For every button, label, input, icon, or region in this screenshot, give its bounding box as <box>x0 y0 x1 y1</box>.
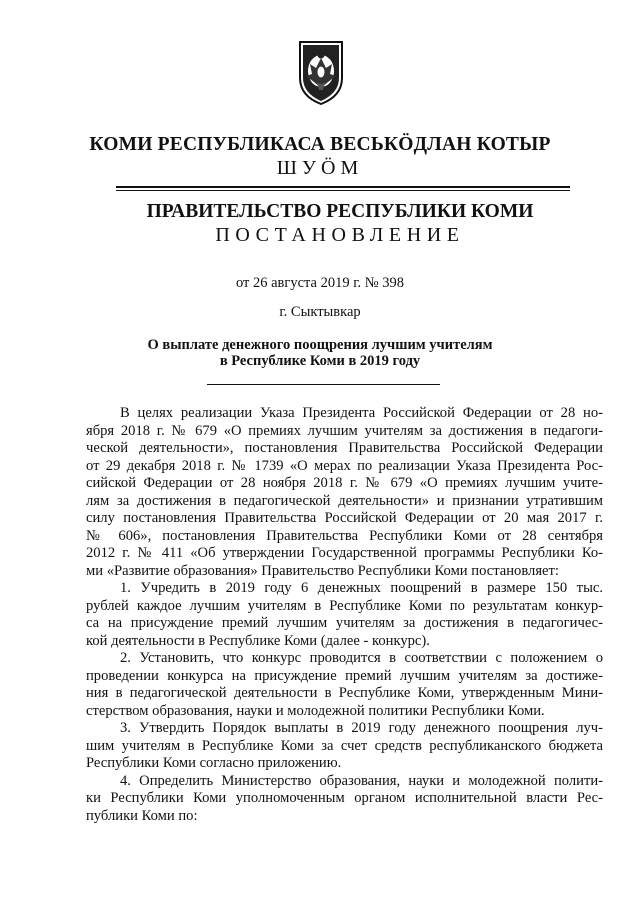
document-title <box>0 337 640 369</box>
body-line: шим учителям в Республике Коми за счет средств республиканского бюджета <box>86 737 603 754</box>
body-line: ки Республики Коми уполномоченным органом исполнительной власти Рес- <box>86 790 603 806</box>
body-line: проведении конкурса на присуждение премий лучшим учителям за достиже- <box>86 667 603 684</box>
coat-of-arms-icon <box>296 38 346 106</box>
body-line: стерством образования, науки и молодежной политики Республики Коми. <box>86 702 545 719</box>
body-line: № 606», постановления Правительства Республики Коми от 28 сентября <box>86 527 603 544</box>
title-underline <box>207 384 440 385</box>
body-line: публики Коми по: <box>86 807 198 824</box>
body-line: 1. Учредить в 2019 году 6 денежных поощрений в размере 150 тыс. <box>120 580 603 596</box>
body-line: ческой деятельности», постановления Правительства Российской Федерации <box>86 440 603 456</box>
body-line: ния в педагогической деятельности в Республике Коми, утвержденным Мини- <box>86 685 603 701</box>
title-line: О выплате денежного поощрения лучшим учителям <box>147 337 493 353</box>
title-line: в Республике Коми в 2019 году <box>219 353 421 369</box>
body-line: са на присуждение премий лучшим учителям за достижения в педагогичес- <box>86 615 603 631</box>
document-body <box>86 405 603 825</box>
body-line: силу постановления Правительства Российской Федерации от 20 мая 2017 г. <box>86 510 603 526</box>
header-divider-thick <box>116 186 570 188</box>
header-divider-thin <box>116 190 570 191</box>
body-line: рублей каждое лучшим учителям в Республике Коми по результатам конкур- <box>86 597 603 614</box>
body-line: 4. Определить Министерство образования, науки и молодежной полити- <box>120 772 603 789</box>
document-type: ПОСТАНОВЛЕНИЕ <box>215 224 465 246</box>
body-line: Республики Коми согласно приложению. <box>86 755 342 771</box>
body-line: от 29 декабря 2018 г. № 1739 «О мерах по реализации Указа Президента Рос- <box>86 457 603 474</box>
komi-header-subtitle: ШУӦМ <box>276 157 364 179</box>
body-line: ября 2018 г. № 679 «О премиях лучшим учителям за достижения в педагоги- <box>86 422 603 439</box>
document-date: от 26 августа 2019 г. № 398 <box>235 275 405 291</box>
body-line: ми «Развитие образования» Правительство Республики Коми постановляет: <box>86 562 559 579</box>
body-line: 2012 г. № 411 «Об утверждении Государственной программы Республики Ко- <box>86 545 603 561</box>
document-city: г. Сыктывкар <box>279 304 361 320</box>
body-line: лям за достижения в педагогической деятельности» и признании утратившим <box>86 492 603 509</box>
government-title: ПРАВИТЕЛЬСТВО РЕСПУБЛИКИ КОМИ <box>146 201 534 222</box>
body-line: В целях реализации Указа Президента Российской Федерации от 28 но- <box>120 405 603 421</box>
body-line: 3. Утвердить Порядок выплаты в 2019 году денежного поощрения луч- <box>120 720 603 736</box>
body-line: 2. Установить, что конкурс проводится в соответствии с положением о <box>120 650 603 666</box>
body-line: кой деятельности в Республике Коми (далее - конкурс). <box>86 632 430 649</box>
komi-header-title: КОМИ РЕСПУБЛИКАСА ВЕСЬКӦДЛАН КОТЫР <box>89 134 551 155</box>
body-line: сийской Федерации от 28 ноября 2018 г. № 679 «О премиях лучшим учите- <box>86 475 603 491</box>
